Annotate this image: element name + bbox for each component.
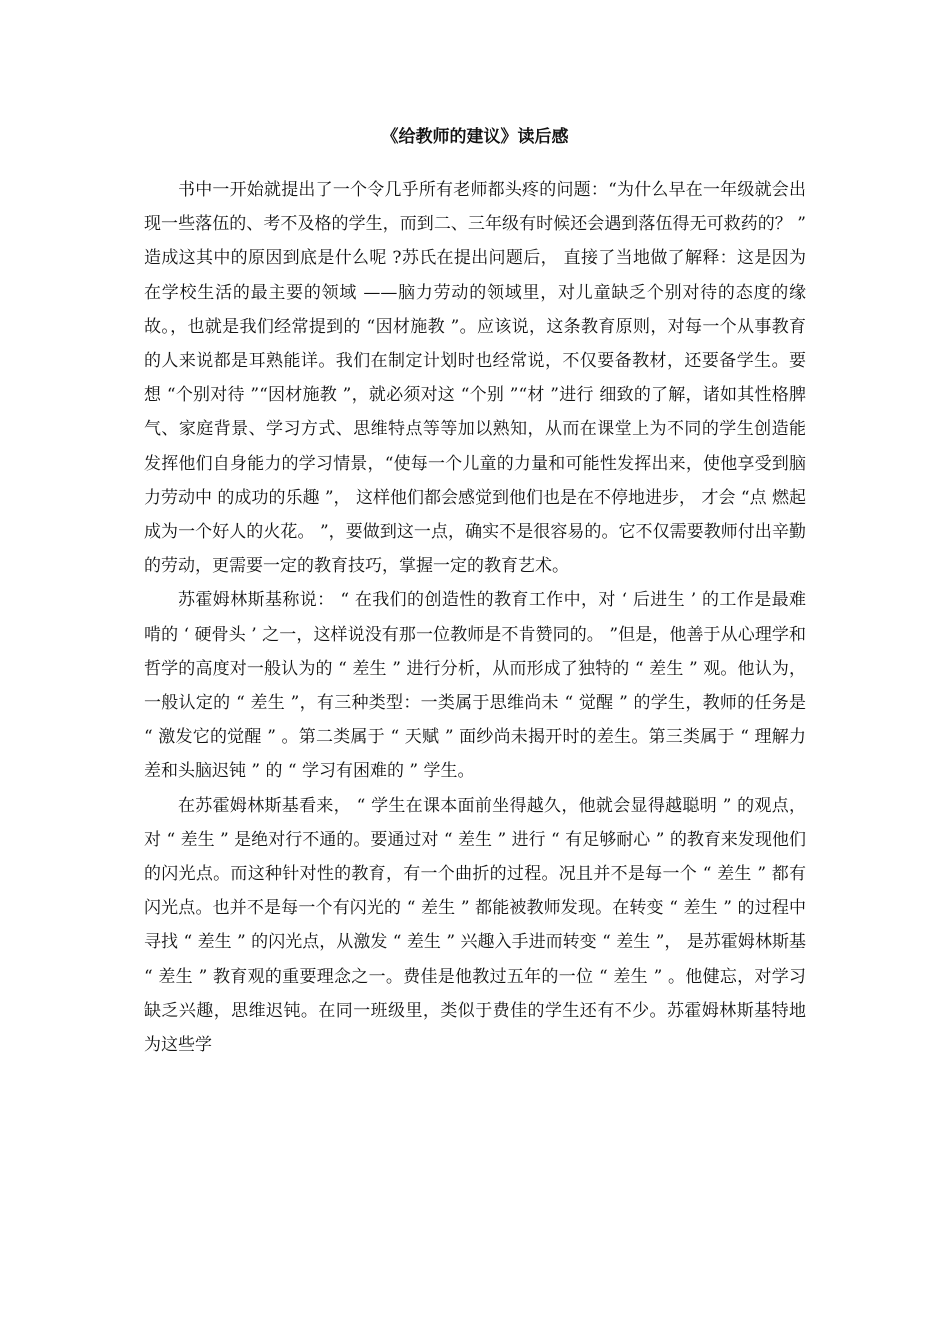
paragraph-1: 书中一开始就提出了一个令几乎所有老师都头疼的问题：“为什么早在一年级就会出现一些落伍的、考不及格的学生，而到二、三年级有时候还会遇到落伍得无可救药的？ ” 造成这其中的原因到底是什么呢 ?苏氏在提出问题后， 直接了当地做了解释：这是因为在学校生活的最主要的领域 ——脑力劳动的领域里，对儿童缺乏个别对待的态度的缘故。，也就是我们经常提到的 “因材施教 ”。应该说，这条教育原则，对每一个从事教育的人来说都是耳熟能详。我们在制定计划时也经常说，不仅要备教材，还要备学生。要想 “个别对待 ”“因材施教 ”，就必须对这 “个别 ”“材 ”进行 细致的了解，诸如其性格脾气、家庭背景、学习方式、思维特点等等加以熟知，从而在课堂上为不同的学生创造能发挥他们自身能力的学习情景，“使每一个儿童的力量和可能性发挥出来，使他享受到脑力劳动中 的成功的乐趣 ”， 这样他们都会感觉到他们也是在不停地进步， 才会 “点 燃起成为一个好人的火花。 ”，要做到这一点，确实不是很容易的。它不仅需要教师付出辛勤的劳动，更需要一定的教育技巧，掌握一定的教育艺术。: [144, 180, 806, 577]
paragraph-2: 苏霍姆林斯基称说： “ 在我们的创造性的教育工作中，对 ‘ 后进生 ’ 的工作是最难啃的 ‘ 硬骨头 ’ 之一，这样说没有那一位教师是不肯赞同的。 ”但是，他善于从心理学和哲学的高度对一般认为的 “ 差生 ” 进行分析，从而形成了独特的 “ 差生 ” 观。他认为，一般认定的 “ 差生 ”，有三种类型：一类属于思维尚未 “ 觉醒 ” 的学生，教师的任务是 “ 激发它的觉醒 ” 。第二类属于 “ 天赋 ” 面纱尚未揭开时的差生。第三类属于 “ 理解力差和头脑迟钝 ” 的 “ 学习有困难的 ” 学生。: [144, 590, 806, 782]
document-title: 《给教师的建议》读后感: [381, 127, 569, 147]
document-body: [144, 173, 806, 1062]
paragraph-3: 在苏霍姆林斯基看来， “ 学生在课本面前坐得越久，他就会显得越聪明 ” 的观点，对 “ 差生 ” 是绝对行不通的。要通过对 “ 差生 ” 进行 “ 有足够耐心 ” 的教育来发现他们的闪光点。而这种针对性的教育，有一个曲折的过程。况且并不是每一个 “ 差生 ” 都有闪光点。也并不是每一个有闪光的 “ 差生 ” 都能被教师发现。在转变 “ 差生 ” 的过程中寻找 “ 差生 ” 的闪光点，从激发 “ 差生 ” 兴趣入手进而转变 “ 差生 ”， 是苏霍姆林斯基 “ 差生 ” 教育观的重要理念之一。费佳是他教过五年的一位 “ 差生 ” 。他健忘，对学习缺乏兴趣，思维迟钝。在同一班级里，类似于费佳的学生还有不少。苏霍姆林斯基特地为这些学: [144, 795, 806, 1056]
